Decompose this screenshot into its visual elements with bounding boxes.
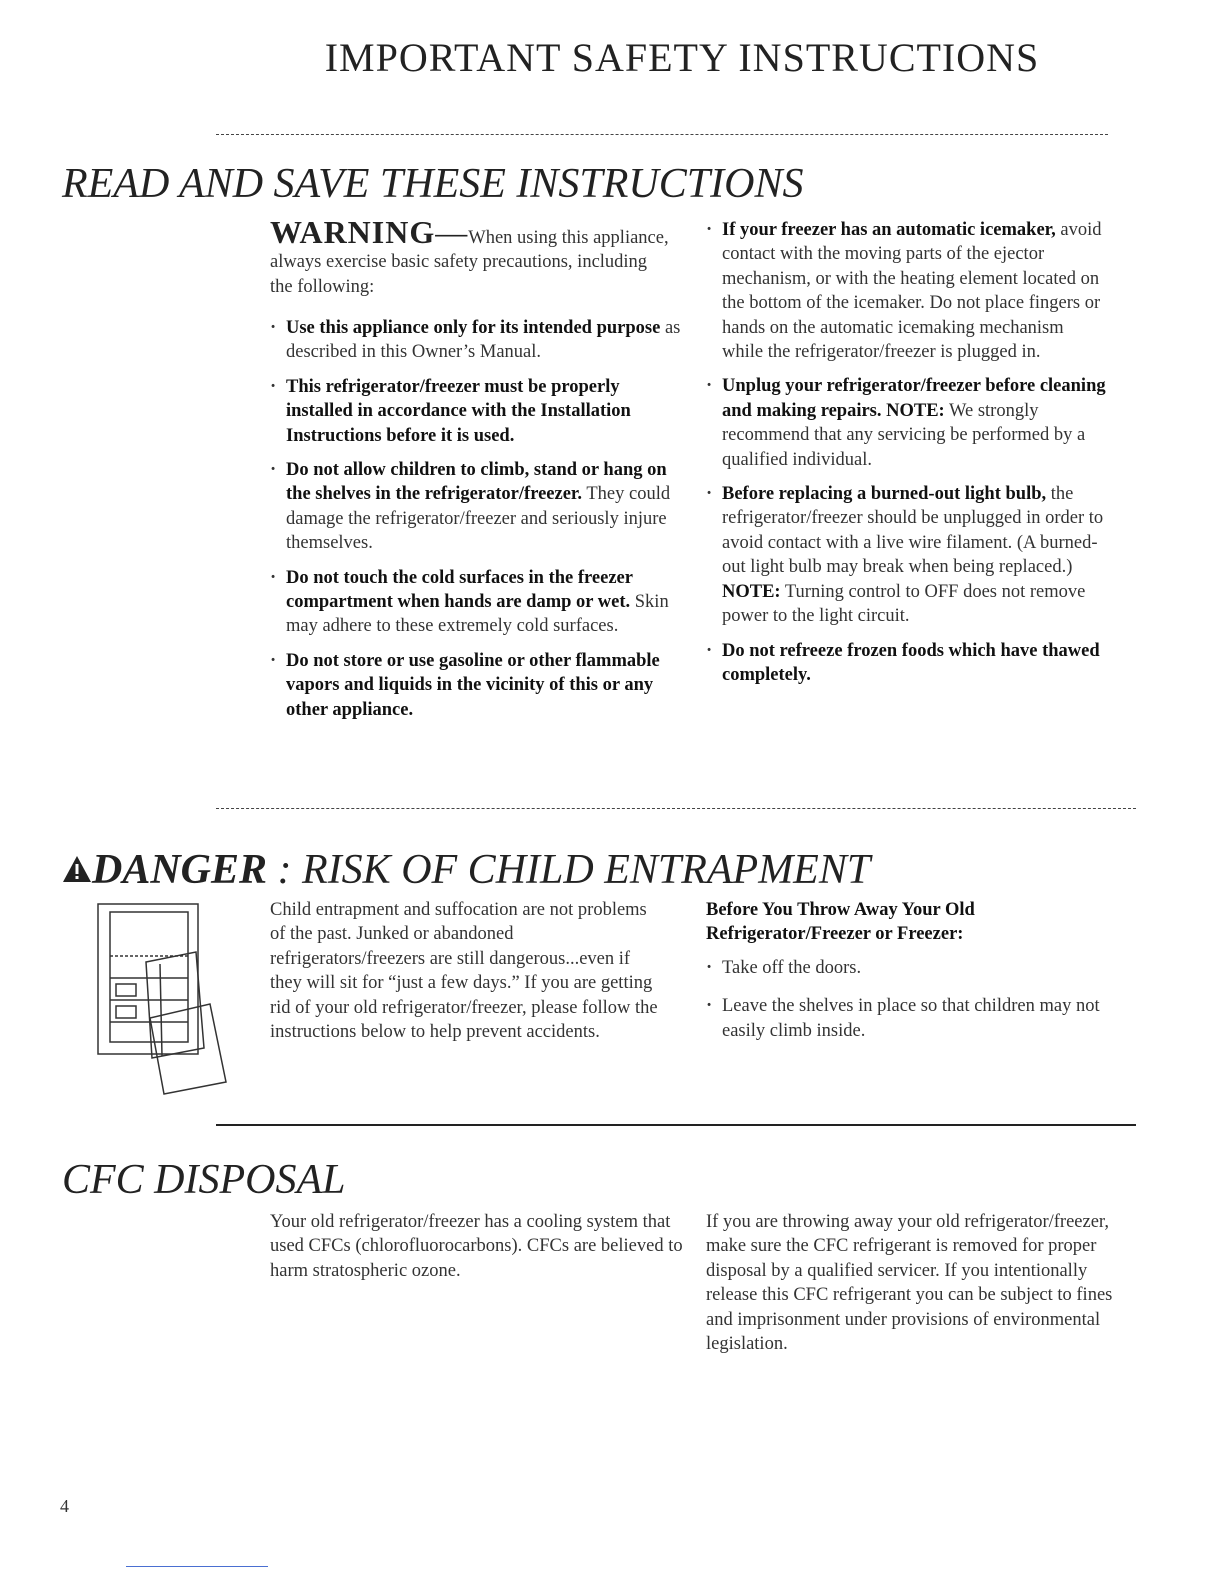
list-item: · Unplug your refrigerator/freezer before cleaning and making repairs. NOTE: We strongly recommend that any servicing be performed by a qualified individual. bbox=[706, 374, 1106, 472]
read-save-title: READ AND SAVE THESE INSTRUCTIONS bbox=[62, 161, 804, 207]
danger-word: DANGER bbox=[92, 847, 268, 893]
danger-title bbox=[62, 846, 870, 894]
header-divider bbox=[216, 134, 1108, 135]
list-item: · Do not allow children to climb, stand or hang on the shelves in the refrigerator/freezer. They could damage the refrigerator/freezer and seriously injure themselves. bbox=[270, 458, 682, 556]
cfc-left-text: Your old refrigerator/freezer has a cooling system that used CFCs (chlorofluorocarbons). CFCs are believed to harm stratospheric ozone. bbox=[270, 1212, 683, 1281]
bottom-divider bbox=[126, 1566, 268, 1567]
list-item: · Take off the doors. bbox=[706, 956, 1106, 980]
cfc-right-text: If you are throwing away your old refrigerator/freezer, make sure the CFC refrigerant is removed for proper disposal by a qualified servicer. If you intentionally release this CFC refrigerant you can be subject to fines and imprisonment under provisions of environmental legislation. bbox=[706, 1212, 1113, 1355]
danger-divider bbox=[216, 1124, 1136, 1126]
refrigerator-doors-removed-illustration bbox=[92, 898, 242, 1098]
warning-dash: — bbox=[435, 214, 469, 250]
cfc-title: CFC DISPOSAL bbox=[62, 1157, 346, 1203]
list-item: · Use this appliance only for its intended purpose as described in this Owner’s Manual. bbox=[270, 316, 682, 365]
read-save-left-list bbox=[270, 316, 682, 732]
list-item: · This refrigerator/freezer must be properly installed in accordance with the Installation Instructions before it is used. bbox=[270, 375, 682, 448]
danger-right-heading: Before You Throw Away Your Old Refrigerator/Freezer or Freezer: bbox=[706, 900, 975, 945]
list-item: · If your freezer has an automatic icemaker, avoid contact with the moving parts of the ejector mechanism, or with the heating element located on the bottom of the icemaker. Do not place fingers or hands on the automatic icemaking mechanism while the refrigerator/freezer is plugged in. bbox=[706, 218, 1106, 364]
page-header-title: IMPORTANT SAFETY INSTRUCTIONS bbox=[324, 35, 1040, 80]
list-item: · Do not store or use gasoline or other flammable vapors and liquids in the vicinity of this or any other appliance. bbox=[270, 649, 682, 722]
read-save-divider bbox=[216, 808, 1136, 809]
list-item: · Do not refreeze frozen foods which have thawed completely. bbox=[706, 639, 1106, 688]
danger-left-text: Child entrapment and suffocation are not problems of the past. Junked or abandoned refrigerators/freezers are still dangerous...even if they will sit for “just a few days.” If you are getting rid of your old refrigerator/freezer, please follow the instructions below to help prevent accidents. bbox=[270, 900, 658, 1043]
danger-title-rest: : RISK OF CHILD ENTRAPMENT bbox=[267, 847, 871, 893]
read-save-right-list bbox=[706, 218, 1106, 697]
page-number: 4 bbox=[60, 1496, 69, 1516]
danger-right-list bbox=[706, 956, 1106, 1053]
list-item: · Do not touch the cold surfaces in the freezer compartment when hands are damp or wet. Skin may adhere to these extremely cold surfaces. bbox=[270, 566, 682, 639]
warning-intro bbox=[270, 214, 670, 299]
warning-intro-text: When using this appliance, always exercise basic safety precautions, including the following: bbox=[270, 228, 669, 297]
list-item: · Leave the shelves in place so that children may not easily climb inside. bbox=[706, 994, 1106, 1043]
warning-triangle-icon bbox=[62, 846, 92, 894]
list-item: · Before replacing a burned-out light bulb, the refrigerator/freezer should be unplugged in order to avoid contact with a live wire filament. (A burned-out light bulb may break when being replaced.) NOTE: Turning control to OFF does not remove power to the light circuit. bbox=[706, 482, 1106, 628]
warning-word: WARNING bbox=[270, 214, 436, 250]
